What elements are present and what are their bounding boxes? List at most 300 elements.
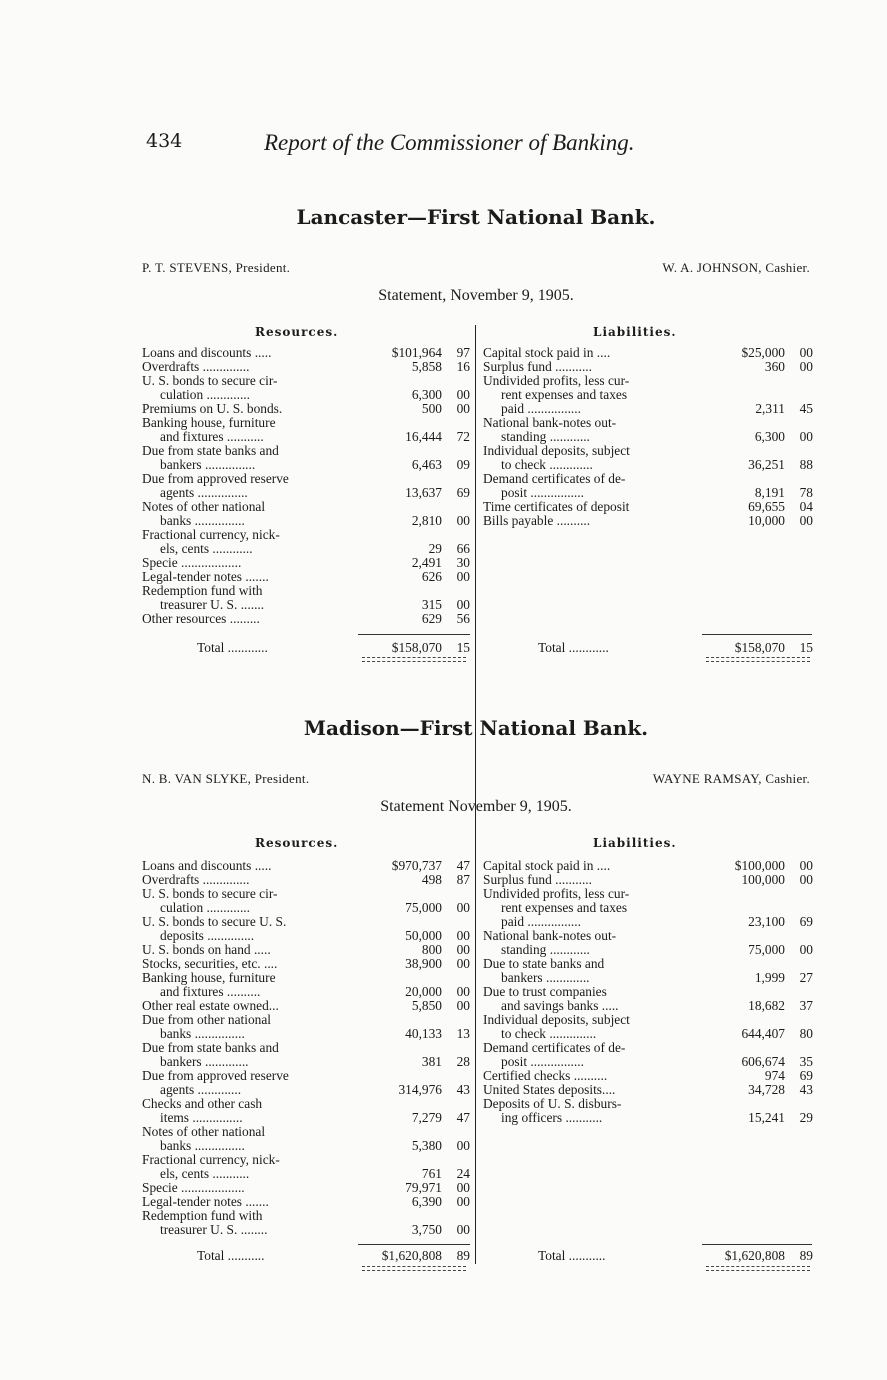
resource-row (142, 346, 470, 360)
resource-row (142, 929, 470, 943)
row-label: Due from state banks and (142, 1040, 279, 1055)
row-amount: 16,444 (405, 429, 442, 444)
row-label: Due from approved reserve (142, 471, 289, 486)
row-label: Redemption fund with (142, 583, 263, 598)
resources-total-double-rule (362, 657, 466, 662)
resources-heading: Resources. (255, 836, 339, 850)
row-cents: 00 (456, 401, 470, 416)
resources-total-rule (358, 634, 470, 635)
liability-row (483, 486, 813, 500)
row-label: rent expenses and taxes (501, 900, 628, 915)
liability-row (483, 887, 813, 901)
row-label: Due to state banks and (483, 956, 605, 971)
row-cents: 97 (456, 345, 470, 360)
row-label: agents ............. (160, 1082, 242, 1097)
row-label: Undivided profits, less cur- (483, 373, 630, 388)
row-amount: 644,407 (741, 1026, 785, 1041)
resources-heading: Resources. (255, 325, 339, 339)
row-amount: 36,251 (748, 457, 785, 472)
resource-row (142, 374, 470, 388)
row-cents: 00 (799, 513, 813, 528)
row-cents: 87 (456, 872, 470, 887)
row-label: posit ................ (501, 1054, 584, 1069)
total-amount: $1,620,808 (381, 1248, 442, 1263)
total-amount: $158,070 (734, 640, 785, 655)
row-cents: 00 (799, 429, 813, 444)
row-label: Loans and discounts ..... (142, 858, 272, 873)
row-cents: 00 (799, 345, 813, 360)
row-amount: $100,000 (734, 858, 785, 873)
row-cents: 00 (456, 942, 470, 957)
row-amount: 3,750 (411, 1222, 442, 1237)
row-amount: 7,279 (411, 1110, 442, 1125)
liabilities-column (483, 346, 813, 528)
liability-row (483, 1097, 813, 1111)
row-label: Specie ................... (142, 1180, 245, 1195)
row-label: Notes of other national (142, 499, 266, 514)
row-label: Individual deposits, subject (483, 443, 630, 458)
row-label: Certified checks .......... (483, 1068, 608, 1083)
resources-total (142, 1249, 470, 1263)
page-number: 434 (146, 130, 183, 152)
row-label: paid ................ (501, 914, 581, 929)
liabilities-heading: Liabilities. (593, 836, 677, 850)
row-cents: 00 (456, 984, 470, 999)
row-amount: 2,491 (411, 555, 442, 570)
running-title: Report of the Commissioner of Banking. (264, 130, 635, 155)
row-label: bankers ............. (160, 1054, 249, 1069)
row-label: Other real estate owned... (142, 998, 279, 1013)
row-label: U. S. bonds to secure U. S. (142, 914, 287, 929)
resource-row (142, 1167, 470, 1181)
row-cents: 30 (456, 555, 470, 570)
resources-total (142, 641, 470, 655)
row-cents: 00 (799, 858, 813, 873)
resource-row (142, 1083, 470, 1097)
row-label: Notes of other national (142, 1124, 266, 1139)
total-label: Total ........... (538, 1248, 606, 1263)
row-label: Capital stock paid in .... (483, 345, 611, 360)
row-label: Checks and other cash (142, 1096, 263, 1111)
row-cents: 88 (799, 457, 813, 472)
row-amount: 18,682 (748, 998, 785, 1013)
row-amount: 360 (764, 359, 785, 374)
row-label: Surplus fund ........... (483, 359, 592, 374)
total-label: Total ............ (197, 640, 268, 655)
row-amount: 8,191 (754, 485, 785, 500)
row-label: Banking house, furniture (142, 415, 276, 430)
row-amount: 79,971 (405, 1180, 442, 1195)
liability-row (483, 360, 813, 374)
liability-row (483, 957, 813, 971)
row-cents: 04 (799, 499, 813, 514)
liability-row (483, 873, 813, 887)
row-cents: 00 (456, 956, 470, 971)
resource-row (142, 444, 470, 458)
resources-column (142, 346, 470, 626)
row-label: Overdrafts .............. (142, 359, 250, 374)
liability-row (483, 402, 813, 416)
row-label: Due from approved reserve (142, 1068, 289, 1083)
resource-row (142, 1097, 470, 1111)
row-cents: 00 (456, 928, 470, 943)
resource-row (142, 1027, 470, 1041)
row-amount: 315 (421, 597, 442, 612)
row-cents: 00 (456, 569, 470, 584)
row-amount: 75,000 (748, 942, 785, 957)
liability-row (483, 971, 813, 985)
row-label: Other resources ......... (142, 611, 260, 626)
row-cents: 43 (456, 1082, 470, 1097)
row-amount: $970,737 (391, 858, 442, 873)
resource-row (142, 542, 470, 556)
row-amount: 34,728 (748, 1082, 785, 1097)
row-cents: 47 (456, 858, 470, 873)
resource-row (142, 388, 470, 402)
resource-row (142, 612, 470, 626)
row-amount: 761 (421, 1166, 442, 1181)
liability-row (483, 1083, 813, 1097)
row-cents: 45 (799, 401, 813, 416)
row-label: treasurer U. S. ........ (160, 1222, 268, 1237)
row-label: els, cents ........... (160, 1166, 250, 1181)
liability-row (483, 472, 813, 486)
resource-row (142, 957, 470, 971)
total-label: Total ............ (538, 640, 609, 655)
row-label: National bank-notes out- (483, 928, 617, 943)
row-amount: 20,000 (405, 984, 442, 999)
president-name: N. B. VAN SLYKE, President. (142, 771, 310, 786)
liability-row (483, 374, 813, 388)
resource-row (142, 985, 470, 999)
row-label: U. S. bonds on hand ..... (142, 942, 271, 957)
row-cents: 00 (456, 1180, 470, 1195)
row-label: items ............... (160, 1110, 243, 1125)
total-cents: 89 (799, 1248, 813, 1263)
total-amount: $158,070 (391, 640, 442, 655)
liability-row (483, 514, 813, 528)
row-cents: 43 (799, 1082, 813, 1097)
row-cents: 80 (799, 1026, 813, 1041)
row-cents: 00 (799, 359, 813, 374)
row-cents: 00 (456, 1194, 470, 1209)
row-cents: 29 (799, 1110, 813, 1125)
resource-row (142, 873, 470, 887)
resource-row (142, 1055, 470, 1069)
row-label: Loans and discounts ..... (142, 345, 272, 360)
liability-row (483, 1055, 813, 1069)
row-label: Undivided profits, less cur- (483, 886, 630, 901)
row-label: Due to trust companies (483, 984, 607, 999)
row-cents: 00 (456, 900, 470, 915)
row-label: Specie .................. (142, 555, 242, 570)
row-amount: 10,000 (748, 513, 785, 528)
resource-row (142, 1041, 470, 1055)
resource-row (142, 1153, 470, 1167)
total-amount: $1,620,808 (724, 1248, 785, 1263)
row-cents: 69 (799, 914, 813, 929)
row-amount: 1,999 (754, 970, 785, 985)
resource-row (142, 1223, 470, 1237)
row-cents: 69 (799, 1068, 813, 1083)
row-label: standing ............ (501, 429, 590, 444)
row-amount: 40,133 (405, 1026, 442, 1041)
row-label: Fractional currency, nick- (142, 527, 280, 542)
row-amount: 15,241 (748, 1110, 785, 1125)
row-amount: 629 (421, 611, 442, 626)
resource-row (142, 556, 470, 570)
row-label: Due from other national (142, 1012, 272, 1027)
row-label: and fixtures .......... (160, 984, 261, 999)
row-label: U. S. bonds to secure cir- (142, 373, 278, 388)
liabilities-column (483, 859, 813, 1125)
row-amount: 381 (421, 1054, 442, 1069)
resource-row (142, 528, 470, 542)
row-amount: 6,300 (411, 387, 442, 402)
row-cents: 56 (456, 611, 470, 626)
row-cents: 16 (456, 359, 470, 374)
row-label: standing ............ (501, 942, 590, 957)
resource-row (142, 1209, 470, 1223)
resources-column (142, 859, 470, 1237)
row-amount: 498 (421, 872, 442, 887)
resource-row (142, 999, 470, 1013)
resource-row (142, 1125, 470, 1139)
liability-row (483, 929, 813, 943)
row-label: Demand certificates of de- (483, 471, 626, 486)
row-cents: 13 (456, 1026, 470, 1041)
total-label: Total ........... (197, 1248, 265, 1263)
resource-row (142, 1069, 470, 1083)
statement-date: Statement, November 9, 1905. (378, 287, 574, 304)
resource-row (142, 402, 470, 416)
resource-row (142, 416, 470, 430)
resource-row (142, 1013, 470, 1027)
resource-row (142, 430, 470, 444)
row-amount: 50,000 (405, 928, 442, 943)
row-amount: 974 (764, 1068, 785, 1083)
row-amount: 29 (428, 541, 442, 556)
liability-row (483, 1111, 813, 1125)
statement-date: Statement November 9, 1905. (380, 798, 572, 815)
row-cents: 09 (456, 457, 470, 472)
liability-row (483, 1013, 813, 1027)
row-cents: 72 (456, 429, 470, 444)
liability-row (483, 416, 813, 430)
row-label: rent expenses and taxes (501, 387, 628, 402)
liability-row (483, 999, 813, 1013)
row-label: to check .............. (501, 1026, 597, 1041)
row-label: Due from state banks and (142, 443, 279, 458)
row-label: National bank-notes out- (483, 415, 617, 430)
resources-total-rule (358, 1244, 470, 1245)
row-label: Stocks, securities, etc. .... (142, 956, 278, 971)
row-amount: 500 (421, 401, 442, 416)
liabilities-total-rule (702, 634, 812, 635)
liability-row (483, 430, 813, 444)
row-cents: 00 (799, 942, 813, 957)
row-amount: 314,976 (398, 1082, 442, 1097)
row-label: culation ............. (160, 900, 251, 915)
row-amount: 100,000 (741, 872, 785, 887)
row-cents: 00 (456, 1138, 470, 1153)
resource-row (142, 458, 470, 472)
row-amount: 6,463 (411, 457, 442, 472)
row-cents: 00 (456, 1222, 470, 1237)
column-divider (475, 325, 476, 848)
row-cents: 00 (456, 597, 470, 612)
liability-row (483, 859, 813, 873)
row-label: Banking house, furniture (142, 970, 276, 985)
row-label: to check ............. (501, 457, 593, 472)
liability-row (483, 500, 813, 514)
resource-row (142, 570, 470, 584)
resource-row (142, 472, 470, 486)
row-cents: 24 (456, 1166, 470, 1181)
row-label: Demand certificates of de- (483, 1040, 626, 1055)
row-label: banks ............... (160, 1138, 245, 1153)
resources-total-double-rule (362, 1266, 466, 1271)
cashier-name: W. A. JOHNSON, Cashier. (662, 260, 810, 275)
liability-row (483, 444, 813, 458)
row-label: culation ............. (160, 387, 251, 402)
liabilities-total-rule (702, 1244, 812, 1245)
resource-row (142, 514, 470, 528)
row-label: bankers ............... (160, 457, 256, 472)
row-cents: 00 (799, 872, 813, 887)
resource-row (142, 360, 470, 374)
row-cents: 37 (799, 998, 813, 1013)
liability-row (483, 1069, 813, 1083)
liabilities-total-double-rule (706, 657, 810, 662)
row-amount: 2,810 (411, 513, 442, 528)
liability-row (483, 1041, 813, 1055)
row-label: Premiums on U. S. bonds. (142, 401, 283, 416)
page-header (146, 130, 746, 160)
liability-row (483, 943, 813, 957)
liability-row (483, 388, 813, 402)
row-label: Surplus fund ........... (483, 872, 592, 887)
row-amount: 606,674 (741, 1054, 785, 1069)
resource-row (142, 1139, 470, 1153)
row-label: ing officers ........... (501, 1110, 603, 1125)
row-label: bankers ............. (501, 970, 590, 985)
liability-row (483, 985, 813, 999)
row-amount: 800 (421, 942, 442, 957)
row-amount: 5,850 (411, 998, 442, 1013)
row-amount: 69,655 (748, 499, 785, 514)
row-label: Time certificates of deposit (483, 499, 630, 514)
row-label: paid ................ (501, 401, 581, 416)
row-label: Capital stock paid in .... (483, 858, 611, 873)
row-label: treasurer U. S. ....... (160, 597, 265, 612)
row-amount: 5,858 (411, 359, 442, 374)
row-cents: 00 (456, 513, 470, 528)
row-cents: 35 (799, 1054, 813, 1069)
resource-row (142, 1195, 470, 1209)
row-label: Legal-tender notes ....... (142, 569, 269, 584)
row-label: and fixtures ........... (160, 429, 264, 444)
resource-row (142, 598, 470, 612)
row-amount: 6,390 (411, 1194, 442, 1209)
row-amount: 75,000 (405, 900, 442, 915)
row-label: Individual deposits, subject (483, 1012, 630, 1027)
bank-title: Lancaster—First National Bank. (296, 205, 656, 229)
row-amount: $101,964 (391, 345, 442, 360)
resource-row (142, 584, 470, 598)
row-label: els, cents ............ (160, 541, 253, 556)
liability-row (483, 346, 813, 360)
president-name: P. T. STEVENS, President. (142, 260, 291, 275)
resource-row (142, 1181, 470, 1195)
row-label: Bills payable .......... (483, 513, 591, 528)
row-cents: 66 (456, 541, 470, 556)
resource-row (142, 500, 470, 514)
row-cents: 28 (456, 1054, 470, 1069)
resource-row (142, 915, 470, 929)
resource-row (142, 486, 470, 500)
row-cents: 69 (456, 485, 470, 500)
row-label: Deposits of U. S. disburs- (483, 1096, 622, 1111)
row-cents: 47 (456, 1110, 470, 1125)
liabilities-total-double-rule (706, 1266, 810, 1271)
total-cents: 15 (456, 640, 470, 655)
resource-row (142, 1111, 470, 1125)
row-cents: 27 (799, 970, 813, 985)
row-label: Fractional currency, nick- (142, 1152, 280, 1167)
row-label: Legal-tender notes ....... (142, 1194, 269, 1209)
liability-row (483, 458, 813, 472)
row-label: Overdrafts .............. (142, 872, 250, 887)
liability-row (483, 901, 813, 915)
row-label: Redemption fund with (142, 1208, 263, 1223)
row-label: United States deposits.... (483, 1082, 616, 1097)
row-cents: 00 (456, 387, 470, 402)
row-amount: $25,000 (741, 345, 785, 360)
liabilities-heading: Liabilities. (593, 325, 677, 339)
row-label: banks ............... (160, 1026, 245, 1041)
row-amount: 38,900 (405, 956, 442, 971)
column-divider (475, 836, 476, 1264)
cashier-name: WAYNE RAMSAY, Cashier. (652, 771, 810, 786)
row-amount: 626 (421, 569, 442, 584)
resource-row (142, 887, 470, 901)
row-amount: 13,637 (405, 485, 442, 500)
row-amount: 23,100 (748, 914, 785, 929)
row-label: and savings banks ..... (501, 998, 619, 1013)
row-amount: 6,300 (754, 429, 785, 444)
bank-title: Madison—First National Bank. (303, 716, 649, 740)
liability-row (483, 915, 813, 929)
row-label: deposits .............. (160, 928, 255, 943)
row-label: banks ............... (160, 513, 245, 528)
row-label: agents ............... (160, 485, 248, 500)
resource-row (142, 859, 470, 873)
row-amount: 5,380 (411, 1138, 442, 1153)
resource-row (142, 971, 470, 985)
resource-row (142, 943, 470, 957)
total-cents: 89 (456, 1248, 470, 1263)
row-cents: 00 (456, 998, 470, 1013)
liabilities-total (483, 1249, 813, 1263)
row-label: posit ................ (501, 485, 584, 500)
liabilities-total (483, 641, 813, 655)
row-amount: 2,311 (755, 401, 785, 416)
row-cents: 78 (799, 485, 813, 500)
row-label: U. S. bonds to secure cir- (142, 886, 278, 901)
resource-row (142, 901, 470, 915)
total-cents: 15 (799, 640, 813, 655)
